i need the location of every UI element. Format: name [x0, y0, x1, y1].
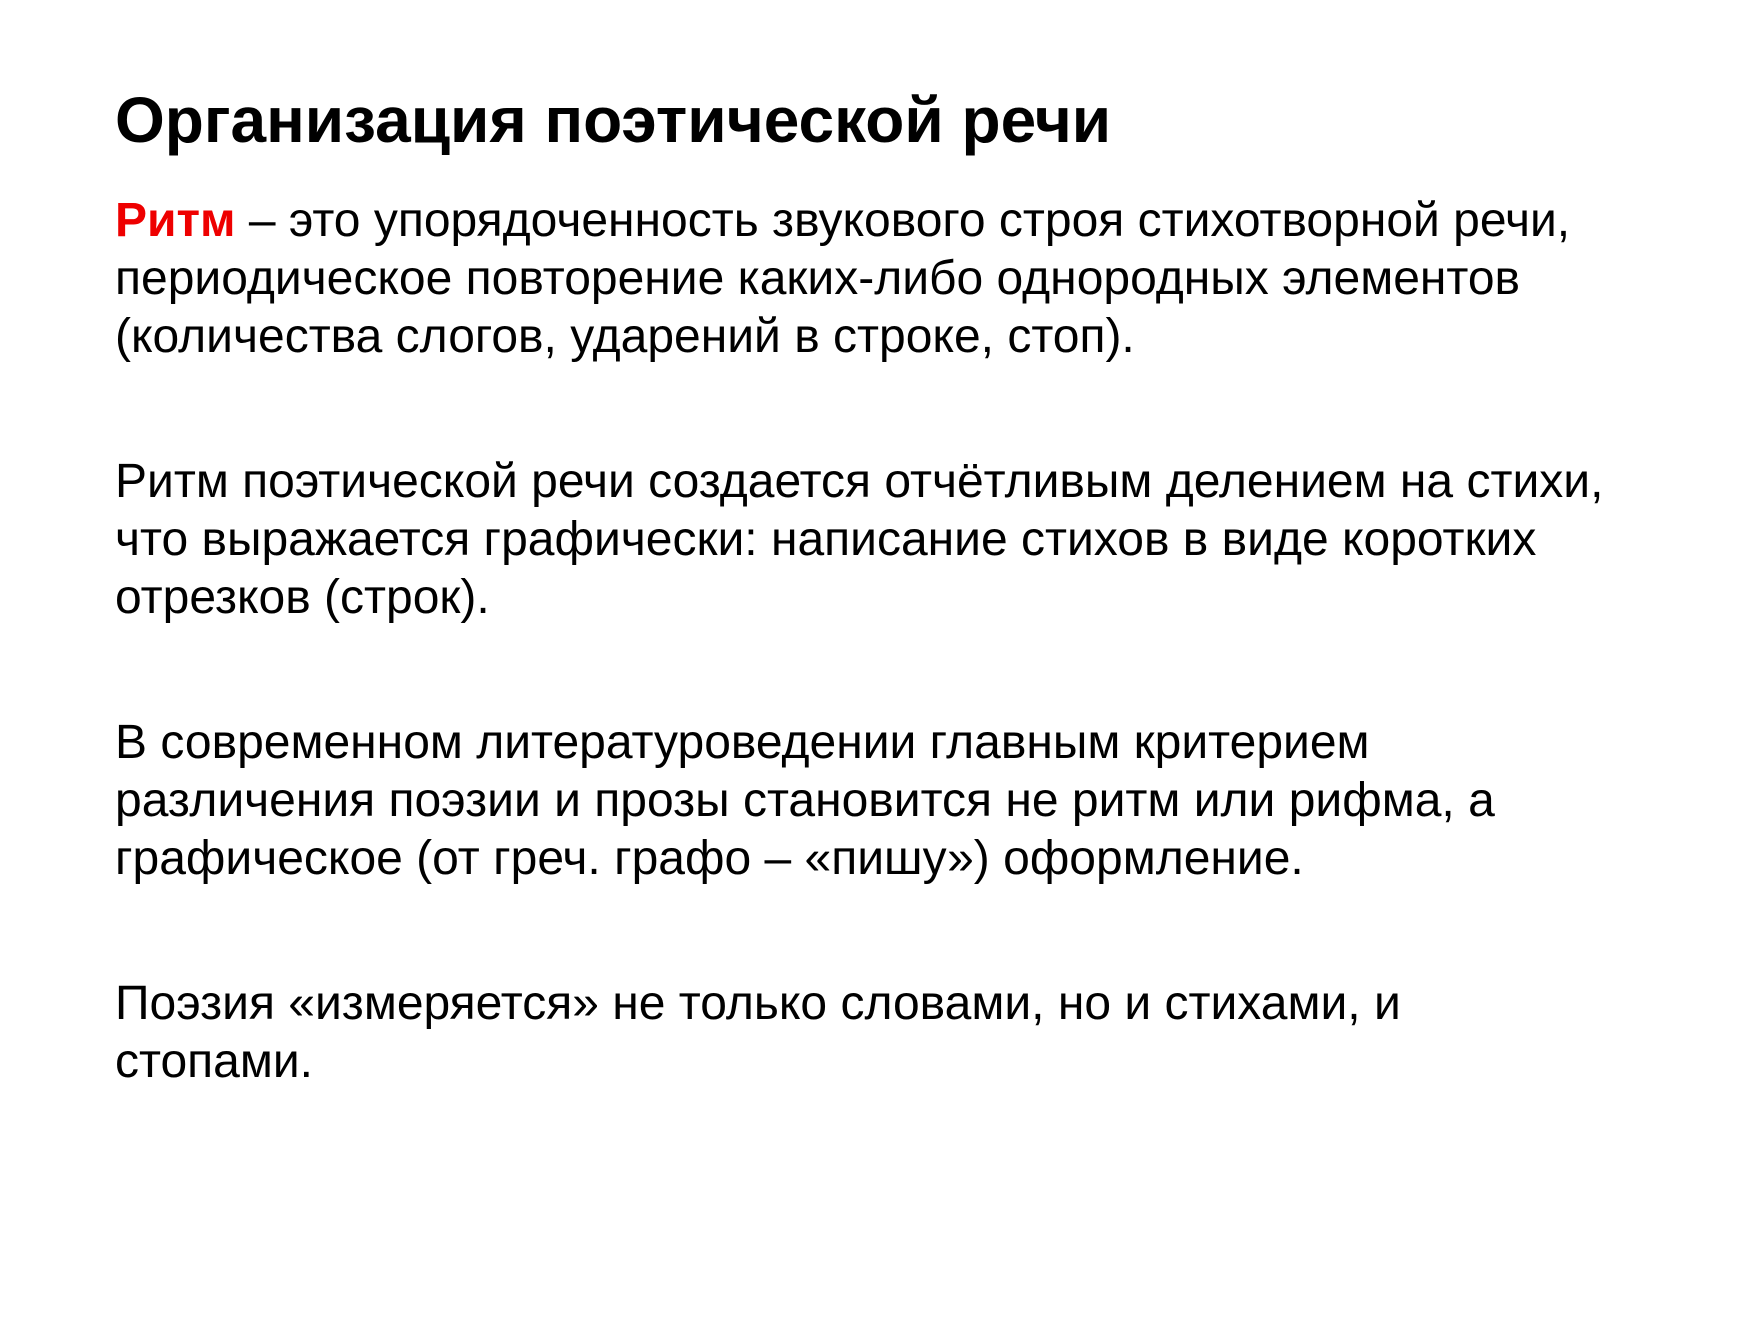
paragraph-line: Ритм поэтической речи создается отчётливым делением на стихи, [115, 455, 1604, 508]
term-rhythm: Ритм [115, 194, 236, 247]
slide-body [115, 192, 1655, 1091]
paragraph-line: графическое (от греч. графо – «пишу») оформление. [115, 832, 1304, 885]
paragraph-line: что выражается графически: написание стихов в виде коротких [115, 513, 1537, 566]
paragraph-line: Поэзия «измеряется» не только словами, но и стихами, и [115, 977, 1401, 1030]
slide-title: Организация поэтической речи [115, 84, 1112, 156]
paragraph-line: периодическое повторение каких-либо однородных элементов [115, 252, 1521, 305]
paragraph-line: (количества слогов, ударений в строке, стоп). [115, 310, 1135, 363]
paragraph-line: – это упорядоченность звукового строя стихотворной речи, [235, 194, 1571, 247]
paragraph-rhythm-creation [115, 453, 1655, 627]
paragraph-rhythm-definition [115, 192, 1655, 366]
paragraph-line: В современном литературоведении главным критерием [115, 716, 1370, 769]
paragraph-line: различения поэзии и прозы становится не ритм или рифма, а [115, 774, 1495, 827]
paragraph-poetry-prose-criterion [115, 714, 1655, 888]
paragraph-line: стопами. [115, 1035, 313, 1088]
paragraph-line: отрезков (строк). [115, 571, 490, 624]
paragraph-poetry-measure [115, 975, 1655, 1091]
